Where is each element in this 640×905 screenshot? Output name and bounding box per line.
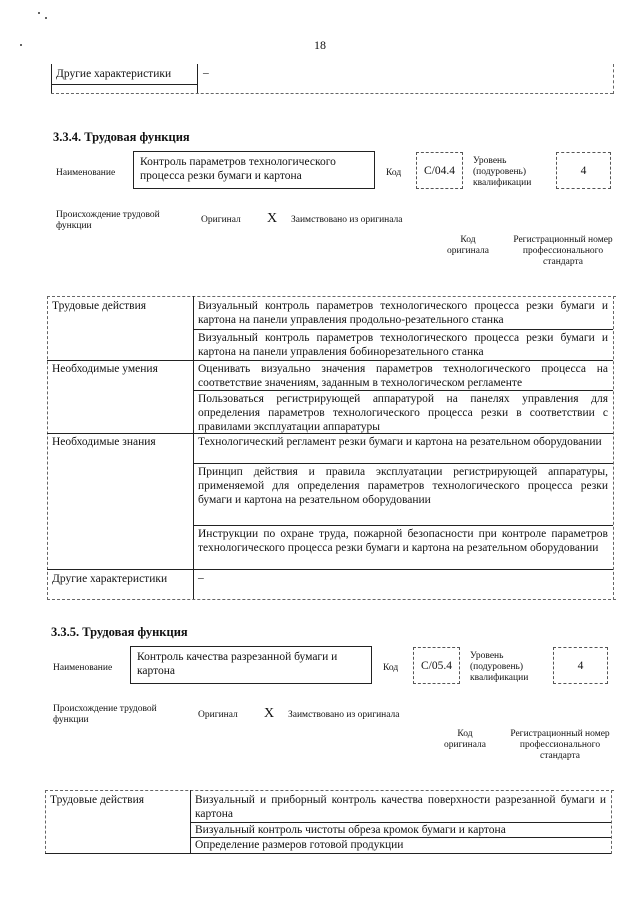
original-label: Оригинал [198, 710, 238, 720]
name-label: Наименование [56, 168, 116, 178]
row-label: Другие характеристики [56, 68, 172, 80]
level-label: Уровень (подуровень) квалификации [470, 651, 529, 683]
table-border [47, 296, 616, 297]
orig-code-label: Код оригинала [444, 729, 486, 750]
code-value: С/05.4 [421, 660, 452, 672]
table-border [51, 84, 198, 85]
row-label-labor-actions: Трудовые действия [52, 300, 147, 312]
level-value-box [553, 647, 608, 684]
level-value: 4 [580, 165, 587, 177]
table-border [193, 296, 194, 600]
table-border [193, 329, 613, 330]
original-mark: X [267, 211, 278, 226]
row-label-labor-actions: Трудовые действия [50, 794, 145, 806]
table-border [45, 790, 614, 791]
table-cell: Технологический регламент резки бумаги и картона на резательном оборудовании [198, 436, 602, 448]
table-border [47, 360, 613, 361]
table-cell: – [198, 572, 204, 584]
borrowed-label: Заимствовано из оригинала [291, 215, 403, 225]
table-cell: Инструкции по охране труда, пожарной безопасности при контроле параметров технологического процесса резки бумаги и картона на резательном оборудовании [198, 528, 608, 554]
row-label-required-knowledge: Необходимые знания [52, 436, 156, 448]
row-label-other-characteristics: Другие характеристики [52, 573, 168, 585]
section-title: 3.3.4. Трудовая функция [53, 130, 190, 144]
original-label: Оригинал [201, 215, 241, 225]
code-label: Код [386, 168, 402, 178]
section-title: 3.3.5. Трудовая функция [51, 625, 188, 639]
name-label: Наименование [53, 663, 113, 673]
table-border [47, 569, 613, 570]
reg-number-label: Регистрационный номер профессионального стандарта [510, 729, 610, 761]
table-cell: Принцип действия и правила эксплуатации регистрирующей аппаратуры, применяемой для определения параметров технологического процесса резки бумаги и картона на резательном оборудовании [198, 466, 608, 506]
table-border [193, 463, 613, 464]
table-cell: Пользоваться регистрирующей аппаратурой на панелях управления для определения параметров технологического процесса резки в соответствии с правилами эксплуатации аппаратуры [198, 393, 608, 433]
borrowed-label: Заимствовано из оригинала [288, 710, 400, 720]
name-value-box [130, 646, 372, 684]
row-label-required-skills: Необходимые умения [52, 363, 158, 375]
code-value-box [416, 152, 463, 189]
table-cell: Оценивать визуально значения параметров технологического процесса на соответствие значениям, заданным в технологическом регламенте [198, 363, 608, 389]
table-border [47, 296, 48, 600]
scan-speck [45, 17, 47, 19]
table-border [197, 64, 198, 94]
table-cell: Визуальный контроль чистоты обреза кромок бумаги и картона [195, 824, 506, 836]
table-border [45, 790, 46, 854]
name-value-box [133, 151, 375, 189]
table-border [51, 64, 52, 94]
table-cell: Определение размеров готовой продукции [195, 839, 404, 851]
name-value: Контроль качества разрезанной бумаги и картона [137, 651, 338, 677]
table-border [613, 296, 614, 600]
table-border [193, 525, 613, 526]
row-value: – [203, 67, 209, 79]
origin-label: Происхождение трудовой функции [53, 704, 157, 725]
orig-code-label: Код оригинала [447, 235, 489, 256]
table-cell: Визуальный контроль параметров технологического процесса резки бумаги и картона на панели управления продольно-резательного станка [198, 300, 608, 326]
code-value-box [413, 647, 460, 684]
original-mark: X [264, 706, 275, 721]
level-value: 4 [577, 660, 584, 672]
table-cell: Визуальный контроль параметров технологического процесса резки бумаги и картона на панели управления бобинорезательного станка [198, 332, 608, 358]
level-value-box [556, 152, 611, 189]
reg-number-label: Регистрационный номер профессионального стандарта [513, 235, 613, 267]
table-border [45, 853, 611, 854]
level-label: Уровень (подуровень) квалификации [473, 156, 532, 188]
table-border [613, 64, 614, 94]
page-number: 18 [314, 38, 326, 52]
code-label: Код [383, 663, 399, 673]
scan-speck [38, 12, 40, 14]
table-border [193, 390, 613, 391]
origin-label: Происхождение трудовой функции [56, 210, 160, 231]
table-border [611, 790, 612, 854]
table-border [47, 599, 616, 600]
code-value: С/04.4 [424, 165, 455, 177]
table-cell: Визуальный и приборный контроль качества поверхности разрезанной бумаги и картона [195, 794, 606, 820]
table-border [51, 93, 613, 94]
name-value: Контроль параметров технологического процесса резки бумаги и картона [140, 156, 336, 182]
